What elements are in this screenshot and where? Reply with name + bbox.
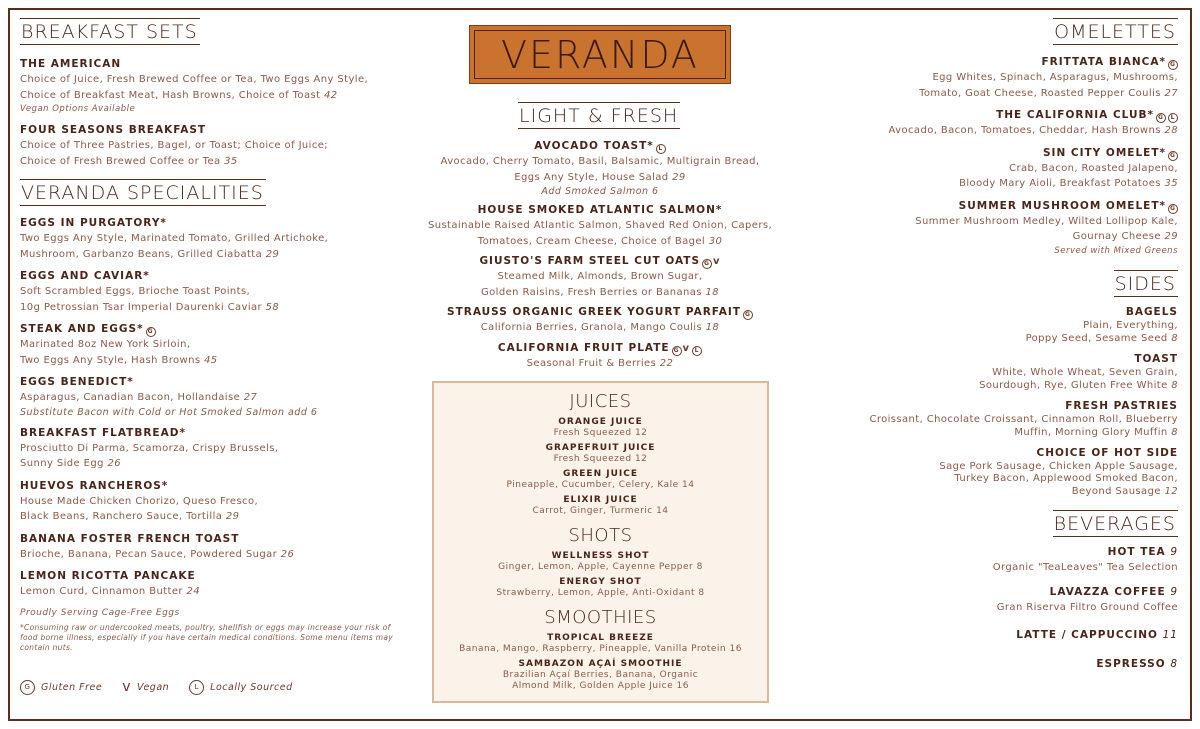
item-name: LEMON RICOTTA PANCAKE [20,570,196,582]
breakfast-sets-title: BREAKFAST SETS [20,18,200,45]
vegan-icon: ⅴ [682,342,691,354]
item-name: EGGS BENEDICT* [20,376,134,388]
item-note: Substitute Bacon with Cold or Hot Smoked Salmon add 6 [20,406,318,418]
item-desc: 10g Petrossian Tsar Imperial Daurenki Caviar 58 [20,301,280,313]
item-desc: Choice of Juice, Fresh Brewed Coffee or Tea, Two Eggs Any Style, [20,74,369,85]
item-desc: Golden Raisins, Fresh Berries or Bananas 18 [480,286,720,298]
item-price: 22 [659,357,674,369]
drink-item: SAMBAZON AÇAÍ SMOOTHIE Brazilian Açaí Berries, Banana, Organic Almond Milk, Golden Apple Juice 16 [502,659,699,691]
menu-item [20,426,410,472]
item-desc: Soft Scrambled Eggs, Brioche Toast Points, [20,286,251,297]
item-name: BAGELS [1125,305,1178,318]
item-desc: Tomato, Goat Cheese, Roasted Pepper Coulis 27 [919,87,1178,99]
item-desc: Asparagus, Canadian Bacon, Hollandaise 27 [20,392,258,403]
menu-item [850,305,1178,345]
drink-item: ELIXIR JUICE Carrot, Ginger, Turmeric 14 [532,495,669,516]
item-name: ESPRESSO 8 [1096,657,1178,670]
item-desc: Beyond Sausage 12 [1071,485,1178,497]
item-desc: Prosciutto Di Parma, Scamorza, Crispy Brussels, [20,442,279,454]
gluten-free-icon: G [743,310,753,320]
item-name: FRESH PASTRIES [1065,399,1178,412]
item-desc: Gournay Cheese 29 [1072,231,1178,242]
item-price: 30 [708,235,723,247]
left-column [20,18,410,653]
item-desc: Bloody Mary Aioli, Breakfast Potatoes 35 [959,178,1178,189]
item-name: SUMMER MUSHROOM OMELET* G [850,199,1178,214]
item-price: 26 [107,458,122,469]
menu-item [850,108,1178,139]
beverages-title: BEVERAGES [1053,510,1178,537]
legend-local: L Locally Sourced [189,680,292,695]
item-name: THE AMERICAN [20,58,122,70]
item-name: EGGS AND CAVIAR* [20,270,150,282]
item-price: 26 [280,548,295,560]
item-desc: Steamed Milk, Almonds, Brown Sugar, [497,271,703,282]
item-price: 29 [225,511,240,522]
menu-item [425,203,775,249]
item-desc: Avocado, Cherry Tomato, Basil, Balsamic, Multigrain Bread, [440,156,760,167]
specialities-title: VERANDA SPECIALITIES [20,179,266,206]
item-desc: Sage Pork Sausage, Chicken Apple Sausage, [939,460,1178,472]
item-price: 8 [1171,426,1178,438]
menu-item [850,399,1178,439]
menu-item [20,216,410,262]
item-desc: Mushroom, Garbanzo Beans, Grilled Ciabatta 29 [20,248,280,260]
item-desc: Two Eggs Any Style, Hash Browns 45 [20,354,218,366]
item-desc: Lemon Curd, Cinnamon Butter 24 [20,586,201,597]
item-price: 18 [705,286,720,298]
menu-item [20,569,410,600]
menu-item [850,545,1178,576]
drinks-box [432,381,769,703]
item-name: SIN CITY OMELET* G [850,146,1178,161]
item-price: 9 [1170,586,1178,598]
item-price: 11 [1162,628,1178,641]
item-note: Add Smoked Salmon 6 [541,186,659,197]
menu-item [850,446,1178,498]
item-name: FRITTATA BIANCA* G [850,55,1178,70]
drink-item: ORANGE JUICE Fresh Squeezed 12 [553,417,648,438]
item-desc: White, Whole Wheat, Seven Grain, [992,366,1178,378]
menu-item [425,139,775,198]
menu-item [20,269,410,315]
item-price: 8 [1171,332,1178,344]
item-name: CALIFORNIA FRUIT PLATE G ⅴ L [425,341,775,356]
item-desc: Choice of Three Pastries, Bagel, or Toast; Choice of Juice; [20,140,329,151]
menu-item [425,254,775,300]
menu-item [20,375,410,419]
gluten-free-icon: G [146,327,156,337]
item-price: 8 [1171,379,1178,391]
item-price: 24 [186,586,201,597]
locally-sourced-icon: L [656,144,666,154]
menu-item [850,352,1178,392]
sides-title: SIDES [1114,270,1178,297]
item-desc: Crab, Bacon, Roasted Jalapeno, [1009,162,1178,174]
legend-gluten-free: G Gluten Free [20,680,102,695]
item-price: 42 [324,89,338,101]
gluten-free-icon: G [1168,60,1178,70]
gluten-free-icon: G [1156,113,1166,123]
item-desc: Poppy Seed, Sesame Seed 8 [1025,332,1178,344]
drink-item: TROPICAL BREEZE Banana, Mango, Raspberry, Pineapple, Vanilla Protein 16 [459,633,742,654]
item-name: EGGS IN PURGATORY* [20,217,167,229]
locally-sourced-icon: L [692,346,702,356]
item-desc: Choice of Breakfast Meat, Hash Browns, Choice of Toast 42 [20,89,338,101]
menu-item [425,305,775,336]
item-desc: Eggs Any Style, House Salad 29 [514,171,686,183]
menu-item [850,628,1178,643]
item-price: 35 [1164,178,1178,189]
item-desc: Brioche, Banana, Pecan Sauce, Powdered Sugar 26 [20,548,295,560]
item-price: 8 [1170,657,1178,670]
menu-item [850,55,1178,101]
menu-item [20,123,410,169]
vegan-icon: ⅴ [713,256,721,267]
item-desc: Turkey Bacon, Applewood Smoked Bacon, [954,472,1178,484]
drink-item: GREEN JUICE Pineapple, Cucumber, Celery, Kale 14 [506,469,695,490]
drink-item: WELLNESS SHOT Ginger, Lemon, Apple, Cayenne Pepper 8 [498,551,703,572]
item-desc: Summer Mushroom Medley, Wilted Lollipop Kale, [915,215,1178,227]
item-name: BANANA FOSTER FRENCH TOAST [20,532,240,545]
item-desc: Sustainable Raised Atlantic Salmon, Shaved Red Onion, Capers, [427,220,773,231]
item-price: 29 [1164,231,1178,242]
legend-vegan: ⅴ Vegan [122,679,170,695]
right-column [850,18,1178,672]
gluten-free-icon: G [1168,151,1178,161]
item-desc: Seasonal Fruit & Berries 22 [526,357,674,369]
drink-item: ENERGY SHOT Strawberry, Lemon, Apple, Anti-Oxidant 8 [496,577,705,598]
gluten-free-icon: G [20,680,35,695]
item-desc: Sourdough, Rye, Gluten Free White 8 [979,379,1178,391]
item-desc: Croissant, Chocolate Croissant, Cinnamon Roll, Blueberry [869,413,1178,425]
item-name: BREAKFAST FLATBREAD* [20,426,186,439]
item-price: 12 [1164,485,1178,497]
item-name: TOAST [1134,352,1178,365]
menu-item [850,657,1178,672]
item-desc: Sunny Side Egg 26 [20,458,122,469]
item-price: 35 [224,155,238,167]
item-name: CHOICE OF HOT SIDE [1036,446,1178,459]
item-name: HUEVOS RANCHEROS* [20,479,169,492]
omelettes-title: OMELETTES [1053,18,1178,45]
item-name: THE CALIFORNIA CLUB* G L [850,108,1178,123]
item-name: FOUR SEASONS BREAKFAST [20,124,207,136]
item-name: LAVAZZA COFFEE 9 [1049,586,1178,598]
item-desc: Tomatoes, Cream Cheese, Choice of Bagel 30 [477,235,723,247]
item-name: AVOCADO TOAST* L [425,139,775,154]
gluten-free-icon: G [672,346,682,356]
light-fresh-title: LIGHT & FRESH [518,102,680,129]
item-name: STEAK AND EGGS* G [20,322,410,337]
item-desc: Avocado, Bacon, Tomatoes, Cheddar, Hash Browns 28 [888,125,1178,136]
locally-sourced-icon: L [189,680,204,695]
item-price: 29 [265,248,280,260]
menu-item [20,532,410,563]
item-desc: House Made Chicken Chorizo, Queso Fresco, [20,495,259,507]
juices-title: JUICES [569,391,632,412]
item-desc: Organic "TeaLeaves" Tea Selection [992,561,1178,573]
item-price: 27 [243,392,258,403]
item-price: 45 [204,354,218,366]
disclaimer: *Consuming raw or undercooked meats, poultry, shellfish or eggs may increase your risk of food borne illness, especially if you have certain medical conditions. Some menu items may contain nuts. [20,622,394,652]
item-price: 58 [265,301,280,313]
item-name: HOT TEA 9 [1107,545,1178,558]
item-note: Served with Mixed Greens [1054,245,1178,256]
item-price: 29 [672,171,686,183]
item-desc: Black Beans, Ranchero Sauce, Tortilla 29 [20,511,240,522]
item-desc: Muffin, Morning Glory Muffin 8 [1014,426,1178,438]
menu-item [850,146,1178,192]
item-name: GIUSTO'S FARM STEEL CUT OATS G ⅴ [479,255,721,267]
gluten-free-icon: G [1168,204,1178,214]
vegan-icon: ⅴ [122,679,131,695]
shots-title: SHOTS [568,525,633,546]
menu-item [850,199,1178,258]
item-name: STRAUSS ORGANIC GREEK YOGURT PARFAIT G [425,305,775,320]
item-name: LATTE / CAPPUCCINO 11 [1016,628,1178,641]
menu-item [20,57,410,116]
gluten-free-icon: G [702,259,712,269]
drink-item: GRAPEFRUIT JUICE Fresh Squeezed 12 [545,443,656,464]
item-desc: Marinated 8oz New York Sirloin, [20,339,191,350]
item-price: 18 [705,322,720,333]
item-name: HOUSE SMOKED ATLANTIC SALMON* [477,204,723,216]
item-price: 28 [1164,125,1178,136]
item-price: 9 [1170,545,1178,558]
item-desc: Gran Riserva Filtro Ground Coffee [996,602,1178,613]
locally-sourced-icon: L [1168,113,1178,123]
item-desc: Egg Whites, Spinach, Asparagus, Mushrooms, [932,72,1178,83]
item-desc: California Berries, Granola, Mango Coulis 18 [480,322,720,333]
item-desc: Two Eggs Any Style, Marinated Tomato, Grilled Artichoke, [20,233,329,244]
menu-item [20,322,410,368]
item-desc: Plain, Everything, [1083,319,1178,331]
veranda-logo: VERANDA [469,25,731,84]
legend [20,679,293,695]
menu-item [425,341,775,372]
light-fresh-list [425,134,775,371]
item-price: 27 [1164,87,1178,99]
smoothies-title: SMOOTHIES [544,607,657,628]
item-note: Vegan Options Available [20,104,136,114]
menu-item [20,479,410,525]
cage-free-note: Proudly Serving Cage-Free Eggs [20,607,180,618]
menu-item [850,585,1178,616]
item-desc: Choice of Fresh Brewed Coffee or Tea 35 [20,155,238,167]
